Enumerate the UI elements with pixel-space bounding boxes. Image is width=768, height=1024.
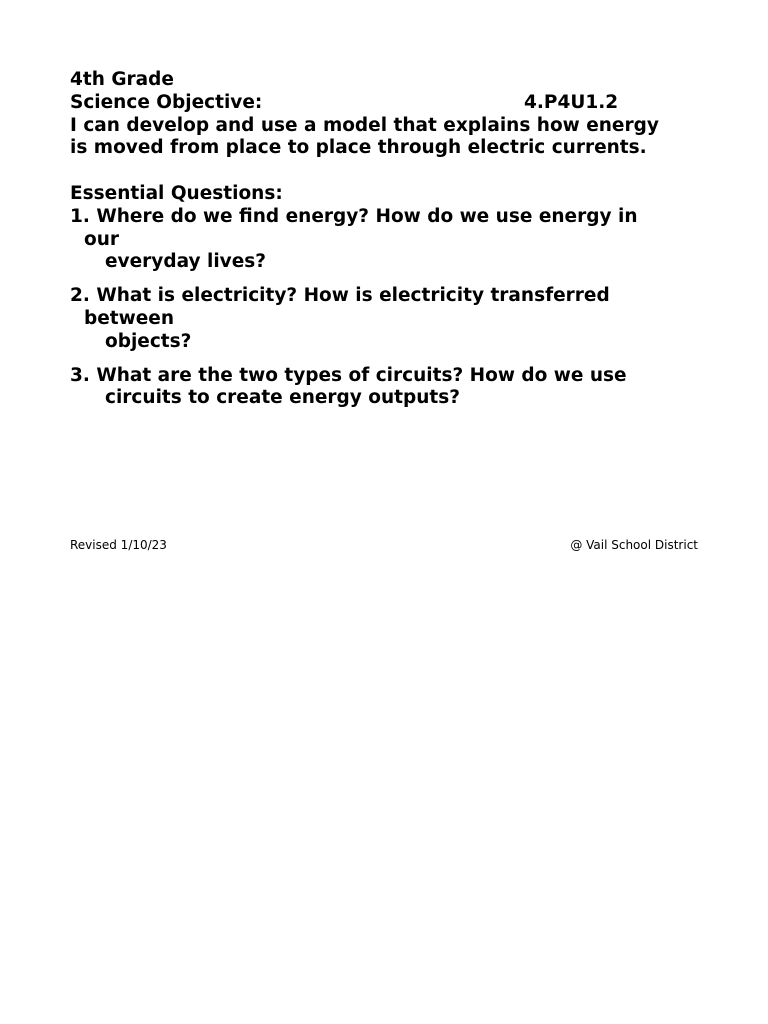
objective-text-line: I can develop and use a model that explains how energy — [70, 114, 659, 136]
copyright-notice: @ Vail School District — [570, 538, 698, 552]
question-line: objects? — [105, 330, 192, 352]
question-line: everyday lives? — [105, 251, 267, 273]
grade-heading: 4th Grade — [70, 69, 174, 90]
revised-date: Revised 1/10/23 — [70, 538, 167, 552]
objective-text-line: is moved from place to place through electric currents. — [70, 137, 647, 159]
question-line: circuits to create energy outputs? — [105, 387, 461, 409]
spacer — [70, 354, 710, 365]
spacer — [70, 274, 710, 285]
question-line: 2. What is electricity? How is electricity transferred — [70, 285, 610, 307]
question-item — [70, 285, 710, 353]
question-item — [70, 365, 710, 411]
spacer — [70, 160, 710, 183]
question-line: our — [84, 228, 120, 250]
document-body — [70, 69, 710, 410]
question-item — [70, 206, 710, 274]
objective-code: 4.P4U1.2 — [524, 91, 619, 113]
objective-row — [70, 92, 710, 115]
objective-label: Science Objective: — [70, 91, 263, 113]
question-line: 3. What are the two types of circuits? How do we use — [70, 364, 627, 386]
essential-questions-heading: Essential Questions: — [70, 182, 283, 204]
question-line: between — [84, 307, 174, 329]
question-line: 1. Where do we find energy? How do we use energy in — [70, 205, 638, 227]
